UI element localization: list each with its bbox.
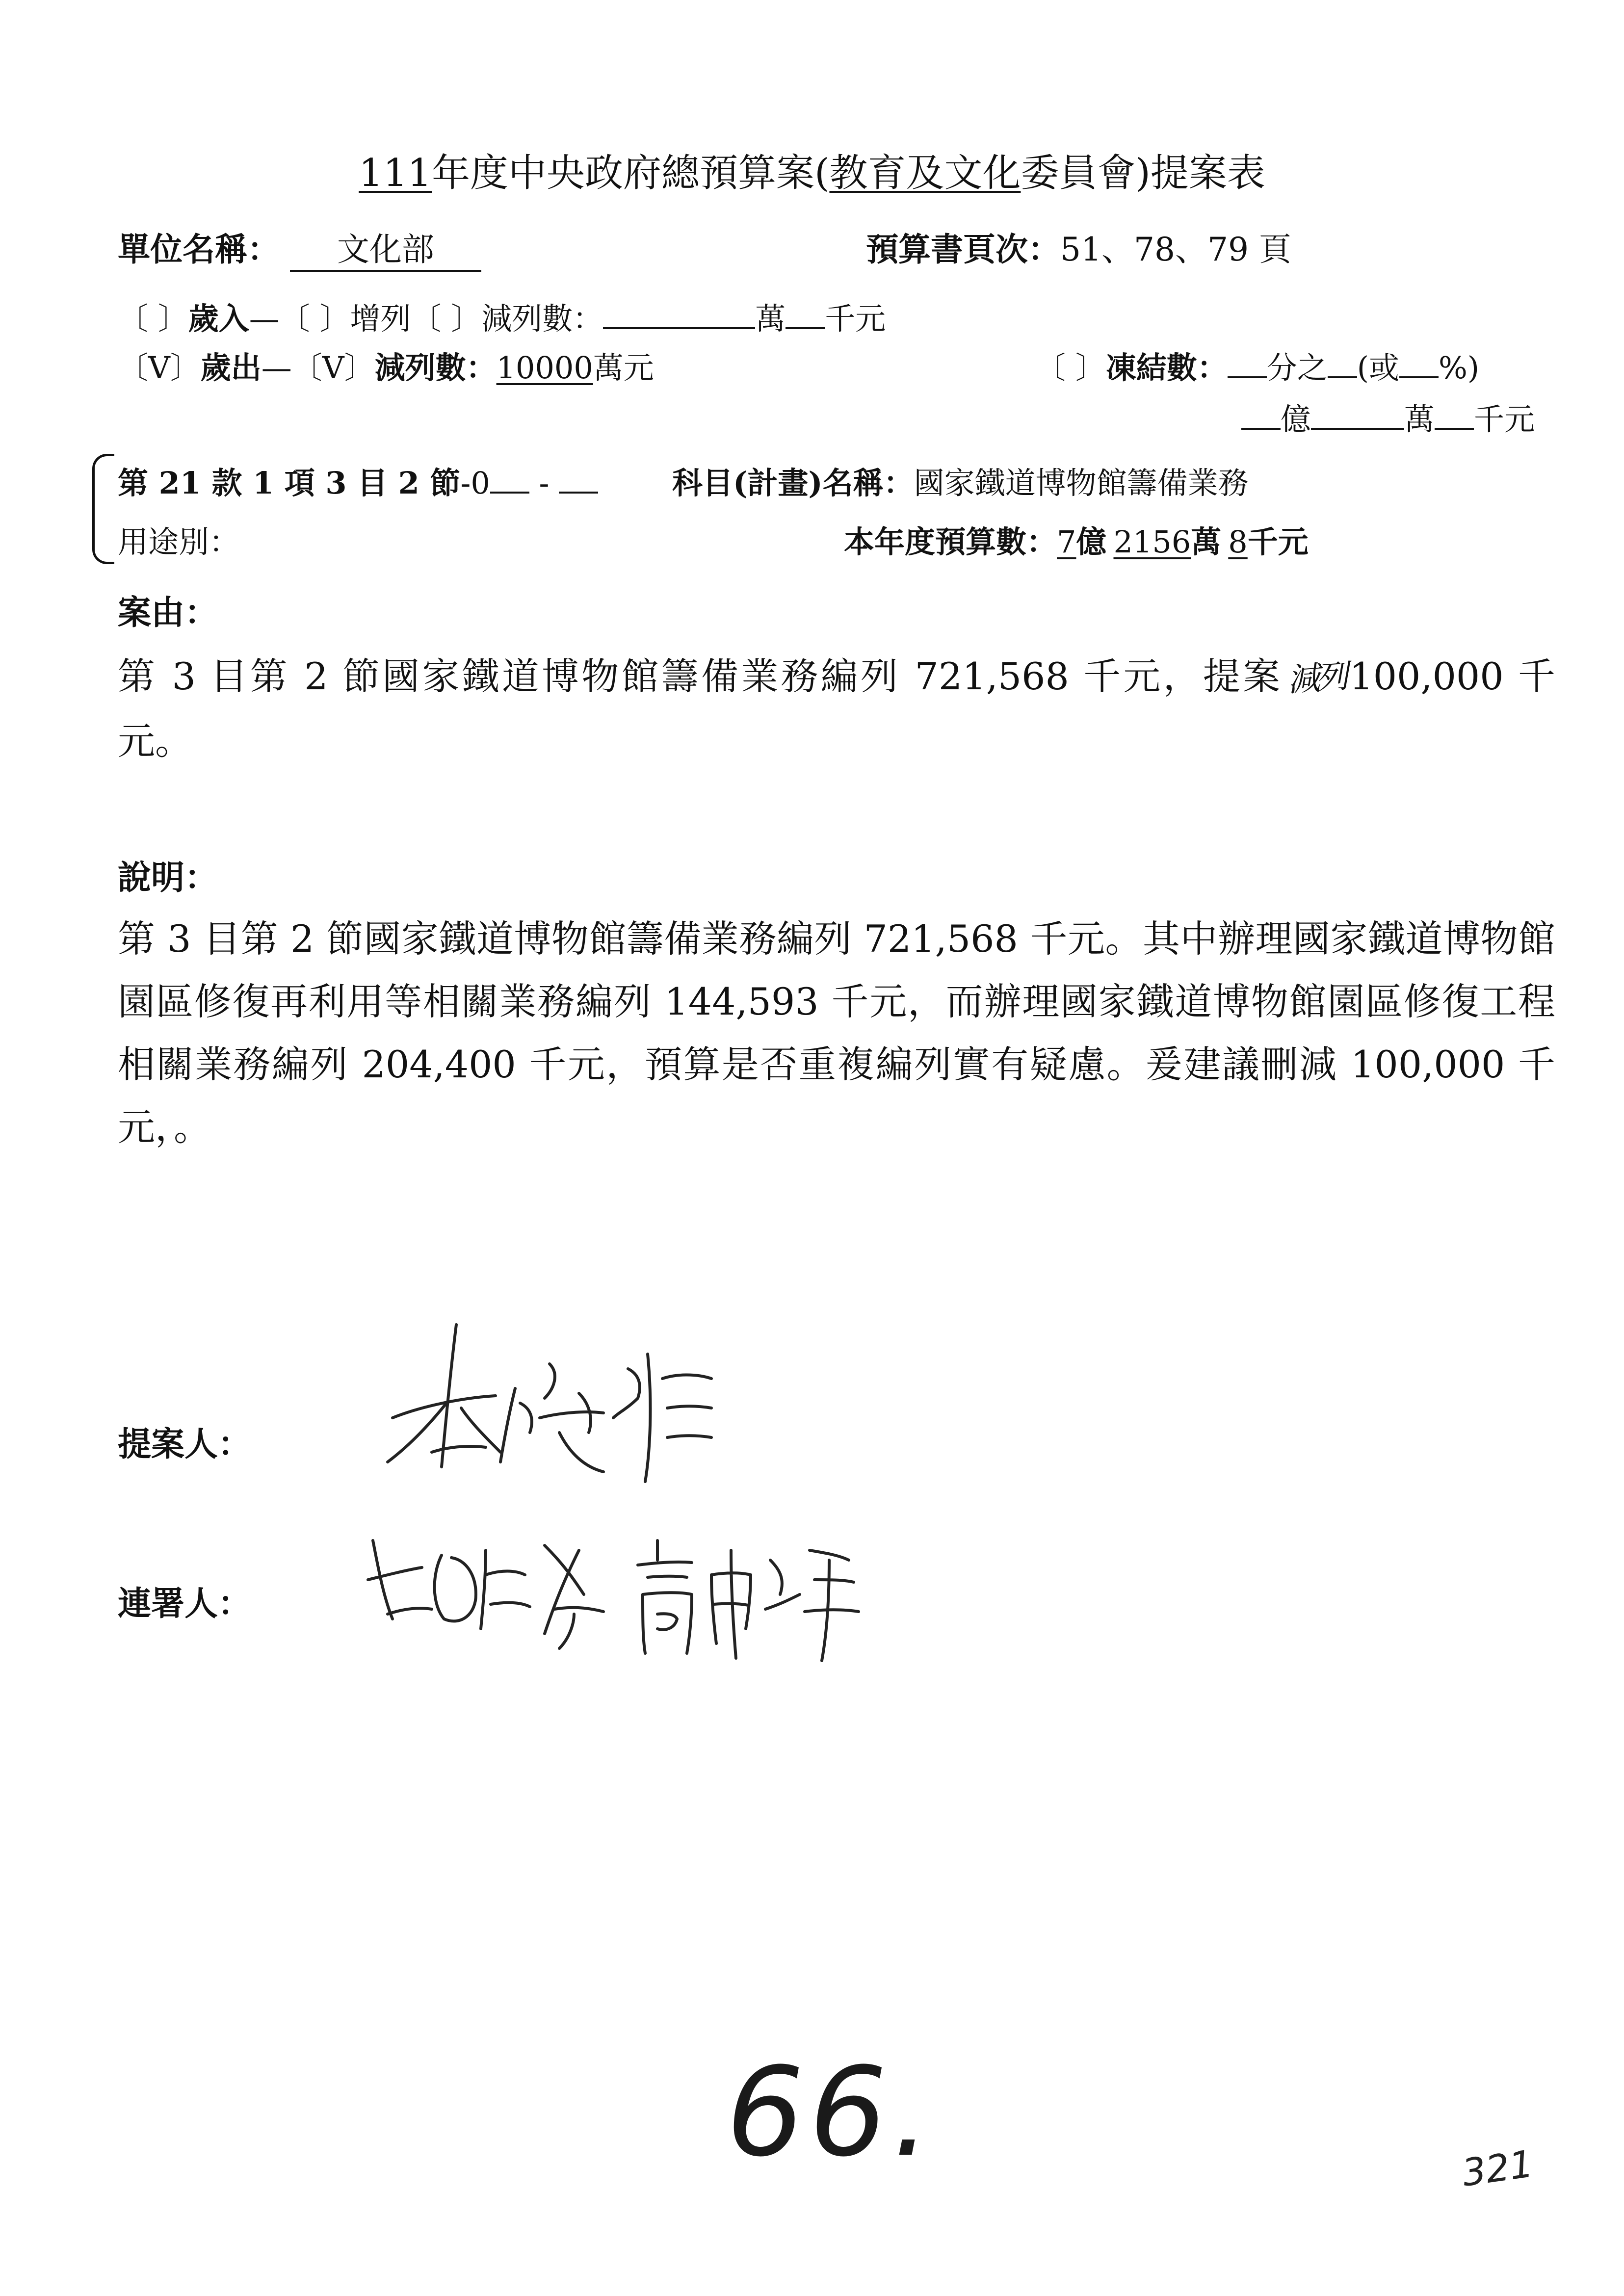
this-year-yi-num: 7 xyxy=(1057,524,1076,560)
revenue-wan-label: 萬 xyxy=(755,301,786,337)
this-year-qian-num: 8 xyxy=(1228,524,1248,560)
cosigner-signature-2-icon xyxy=(628,1531,864,1663)
title-year: 111 xyxy=(359,151,432,195)
freeze-denominator-blank xyxy=(1328,376,1357,378)
expense-label: 歲出 xyxy=(200,350,262,386)
freeze-qian-blank xyxy=(1435,427,1474,430)
freeze-numerator-blank xyxy=(1228,376,1267,378)
unit-row xyxy=(118,223,481,272)
proposer-signature-icon xyxy=(373,1305,726,1491)
reason-text-before: 第 3 目第 2 節國家鐵道博物館籌備業務編列 721,568 千元，提案 xyxy=(118,654,1283,698)
freeze-yi-label: 億 xyxy=(1281,401,1311,437)
reason-heading: 案由： xyxy=(118,593,218,632)
reason-text-after: 100,000 千元。 xyxy=(118,654,1556,763)
form-title xyxy=(0,142,1624,197)
handwritten-number: 66. xyxy=(726,2041,936,2184)
freeze-yi-blank xyxy=(1241,427,1281,430)
budget-pages-row xyxy=(866,223,1291,270)
cosigner-label: 連署人： xyxy=(118,1584,252,1623)
this-year-yi: 億 xyxy=(1076,524,1107,560)
item-code-blank-1 xyxy=(490,491,529,494)
title-post: 委員會)提案表 xyxy=(1021,151,1265,195)
freeze-qian-label: 千元 xyxy=(1474,401,1535,437)
expense-decrease-label: 減列數： xyxy=(374,350,497,386)
decrease-checkbox: 〔 〕 xyxy=(411,301,482,337)
reason-handwritten-correction: 減列 xyxy=(1286,657,1346,699)
freeze-amount-row xyxy=(1241,395,1535,439)
purpose-label: 用途別： xyxy=(118,524,240,560)
freeze-checkbox: 〔 〕 xyxy=(1035,350,1106,386)
increase-checkbox: 〔 〕 xyxy=(279,301,350,337)
expense-checkbox: 〔V〕 xyxy=(118,350,201,386)
revenue-qian-label: 千元 xyxy=(825,301,886,337)
expense-decrease-amount: 10000 xyxy=(496,350,593,386)
revenue-label: 歲入 xyxy=(188,301,249,337)
freeze-label: 凍結數： xyxy=(1105,350,1228,386)
item-code-sep: - xyxy=(529,465,559,501)
title-committee: 教育及文化 xyxy=(829,151,1021,195)
expense-decrease-unit: 萬元 xyxy=(593,350,654,386)
item-bracket xyxy=(92,454,114,564)
freeze-wan-blank xyxy=(1311,427,1404,430)
item-name-value: 國家鐵道博物館籌備業務 xyxy=(914,465,1249,501)
budget-pages-value: 51、78、79 頁 xyxy=(1060,231,1291,268)
item-code: 第 21 款 1 項 3 目 2 節 xyxy=(118,465,461,501)
item-code-rest: -0 xyxy=(460,465,490,501)
increase-label: 增列 xyxy=(350,301,411,337)
item-code-blank-2 xyxy=(559,491,598,494)
unit-label: 單位名稱： xyxy=(118,230,280,268)
explanation-text: 第 3 目第 2 節國家鐵道博物館籌備業務編列 721,568 千元。其中辦理國家鐵道博物館園區修復再利用等相關業務編列 144,593 千元，而辦理國家鐵道博物館園區修復工程相關業務編列 204,400 千元，預算是否重複編列實有疑慮。爰建議刪減 100,000 千元，。 xyxy=(118,917,1555,1149)
revenue-qian-blank xyxy=(786,327,825,329)
freeze-percent-blank xyxy=(1399,376,1439,378)
decrease-label: 減列數： xyxy=(481,301,603,337)
revenue-row xyxy=(118,294,886,338)
proposer-label: 提案人： xyxy=(118,1425,252,1464)
item-name-label: 科目(計畫)名稱： xyxy=(672,465,914,501)
expense-dash: — xyxy=(261,350,292,386)
purpose-row xyxy=(118,518,239,561)
reason-text xyxy=(118,645,1555,773)
freeze-row xyxy=(1035,343,1479,387)
this-year-qianyuan: 千元 xyxy=(1247,524,1309,560)
page-number: 321 xyxy=(1459,2141,1536,2195)
revenue-checkbox: 〔 〕 xyxy=(118,301,188,337)
expense-decrease-checkbox: 〔V〕 xyxy=(291,350,375,386)
this-year-wan: 萬 xyxy=(1191,524,1222,560)
freeze-huo-label: (或 xyxy=(1357,350,1399,386)
explanation-heading: 說明： xyxy=(118,858,218,897)
this-year-wan-num: 2156 xyxy=(1113,524,1191,560)
item-row xyxy=(118,459,598,502)
unit-value: 文化部 xyxy=(290,223,481,272)
revenue-wan-blank xyxy=(603,327,755,329)
cosigner-signature-1-icon xyxy=(358,1521,613,1653)
freeze-fen-label: 分之 xyxy=(1266,350,1328,386)
title-pre: 年度中央政府總預算案( xyxy=(432,151,830,195)
budget-pages-label: 預算書頁次： xyxy=(866,230,1060,268)
this-year-budget-row xyxy=(844,518,1309,561)
this-year-label: 本年度預算數： xyxy=(844,524,1057,560)
freeze-wan-label: 萬 xyxy=(1404,401,1435,437)
revenue-dash: — xyxy=(249,301,280,337)
freeze-percent-label: %) xyxy=(1438,350,1480,386)
expense-row xyxy=(118,343,654,387)
item-name-row xyxy=(672,459,1249,502)
